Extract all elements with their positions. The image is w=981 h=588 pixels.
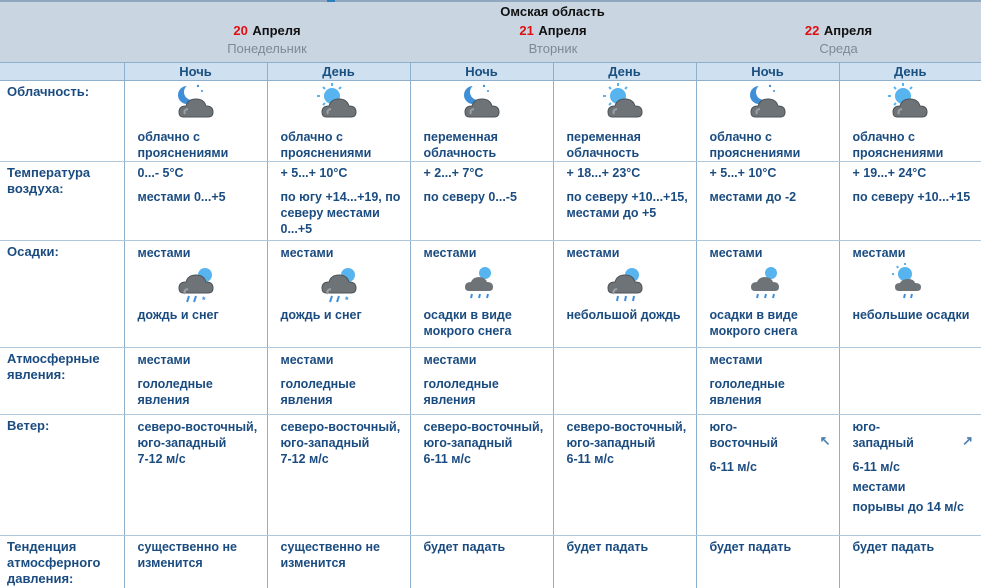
precip-cell: [124, 241, 267, 348]
phenom-scope: местами: [423, 353, 477, 367]
wind-speed: 6-11 м/с: [709, 460, 757, 474]
temp-range: + 2...+ 7°C: [423, 166, 484, 180]
cloud-text: облачно с прояснениями: [137, 130, 229, 160]
pressure-trend: будет падать: [709, 540, 792, 554]
month: Апреля: [538, 23, 587, 38]
weekday: Среда: [819, 41, 858, 56]
precip-text: небольшой дождь: [566, 308, 681, 322]
phenom-text: гололедные явления: [709, 377, 785, 407]
temp-range: + 19...+ 24°C: [852, 166, 927, 180]
phenom-scope: местами: [137, 353, 191, 367]
day-number: 22: [804, 23, 820, 38]
month: Апреля: [823, 23, 873, 38]
tod-night: Ночь: [410, 63, 553, 81]
pressure-cell: [696, 536, 839, 588]
phenom-text: гололедные явления: [137, 377, 213, 407]
precip-cell: [267, 241, 410, 348]
rain-cloud-icon: [598, 261, 652, 311]
temp-note: по северу 0...-5: [423, 190, 517, 204]
precip-text: дождь и снег: [137, 308, 219, 322]
pressure-trend: будет падать: [423, 540, 506, 554]
temp-cell: [696, 162, 839, 241]
temp-cell: [553, 162, 696, 241]
phenom-cell: [410, 348, 553, 415]
row-label-pressure: Тенденция атмосферного давления:: [0, 536, 124, 588]
wind-speed: 6-11 м/с: [566, 452, 614, 466]
row-label-temp: Температура воздуха:: [0, 162, 124, 241]
row-label-precip: Осадки:: [0, 241, 124, 348]
wind-direction: северо-восточный, юго-западный: [280, 420, 401, 450]
temp-range: + 5...+ 10°C: [709, 166, 777, 180]
sun-cloud-icon: [598, 81, 652, 131]
cloud-cell: [839, 81, 981, 162]
rain-snow-cloud-icon: [312, 261, 366, 311]
temp-range: 0...- 5°C: [137, 166, 184, 180]
row-label-phenom: Атмосферные явления:: [0, 348, 124, 415]
tod-day: День: [267, 63, 410, 81]
wind-arrow-icon: ↖: [819, 433, 831, 448]
pressure-cell: [267, 536, 410, 588]
date-header-2: [410, 19, 696, 63]
date-header-1: [124, 19, 410, 63]
temp-range: + 5...+ 10°C: [280, 166, 348, 180]
moon-cloud-icon: [455, 81, 509, 131]
pressure-trend: существенно не изменится: [280, 540, 380, 570]
temp-note: по югу +14...+19, по северу местами 0...+5: [280, 190, 401, 236]
temp-cell: [839, 162, 981, 241]
tod-day: День: [553, 63, 696, 81]
cloud-text: переменная облачность: [566, 130, 641, 160]
precip-scope: местами: [709, 246, 763, 260]
precip-text: дождь и снег: [280, 308, 362, 322]
moon-cloud-icon: [741, 81, 795, 131]
date-header-3: [696, 19, 981, 63]
moon-cloud-icon: [169, 81, 223, 131]
precip-cell: [410, 241, 553, 348]
wind-arrow-icon: ↗: [962, 433, 974, 448]
wind-speed: 7-12 м/с: [280, 452, 329, 466]
phenom-cell: [124, 348, 267, 415]
precip-scope: местами: [566, 246, 620, 260]
sun-cloud-icon: [883, 81, 937, 131]
sun-cloud-icon: [312, 81, 366, 131]
wind-direction: северо-восточный, юго-западный: [423, 420, 544, 450]
cloud-cell: [696, 81, 839, 162]
pressure-cell: [124, 536, 267, 588]
pressure-trend: будет падать: [566, 540, 649, 554]
sun-shower-icon: [883, 261, 937, 311]
pressure-cell: [553, 536, 696, 588]
precip-text: осадки в виде мокрого снега: [423, 308, 512, 338]
pressure-trend: будет падать: [852, 540, 935, 554]
temp-note: местами до -2: [709, 190, 797, 204]
precip-text: осадки в виде мокрого снега: [709, 308, 798, 338]
row-label-cloud: Облачность:: [0, 81, 124, 162]
region-title: Омская область: [124, 2, 981, 19]
wind-cell: [553, 415, 696, 536]
pressure-trend: существенно не изменится: [137, 540, 237, 570]
svg-text:*: *: [344, 295, 349, 305]
precip-cell: [553, 241, 696, 348]
tod-day: День: [839, 63, 981, 81]
wind-cell: [267, 415, 410, 536]
precip-cell: [839, 241, 981, 348]
temp-cell: [267, 162, 410, 241]
cloud-text: переменная облачность: [423, 130, 498, 160]
temp-range: + 18...+ 23°C: [566, 166, 641, 180]
phenom-cell: [267, 348, 410, 415]
phenom-scope: местами: [280, 353, 334, 367]
wind-cell: [410, 415, 553, 536]
cloud-text: облачно с прояснениями: [280, 130, 372, 160]
pressure-cell: [839, 536, 981, 588]
weekday: Понедельник: [227, 41, 307, 56]
phenom-cell: [553, 348, 696, 415]
forecast-table: [0, 2, 981, 588]
tod-night: Ночь: [696, 63, 839, 81]
phenom-scope: местами: [709, 353, 763, 367]
day-number: 21: [519, 23, 534, 38]
wind-direction: юго-западный: [852, 420, 914, 450]
cloud-cell: [553, 81, 696, 162]
temp-cell: [124, 162, 267, 241]
day-number: 20: [233, 23, 248, 38]
precip-text: небольшие осадки: [852, 308, 970, 322]
cloud-cell: [267, 81, 410, 162]
wind-direction: северо-восточный, юго-западный: [137, 420, 258, 450]
phenom-text: гололедные явления: [280, 377, 356, 407]
phenom-cell: [839, 348, 981, 415]
precip-cell: [696, 241, 839, 348]
precip-scope: местами: [852, 246, 906, 260]
phenom-text: гололедные явления: [423, 377, 499, 407]
precip-scope: местами: [280, 246, 334, 260]
pressure-cell: [410, 536, 553, 588]
wind-speed: 6-11 м/с: [423, 452, 471, 466]
phenom-cell: [696, 348, 839, 415]
cloud-text: облачно с прояснениями: [852, 130, 944, 160]
precip-scope: местами: [423, 246, 477, 260]
wind-cell: [124, 415, 267, 536]
cloud-cell: [124, 81, 267, 162]
sleet-icon: [741, 261, 795, 311]
temp-cell: [410, 162, 553, 241]
temp-note: местами 0...+5: [137, 190, 226, 204]
temp-note: по северу +10...+15: [852, 190, 971, 204]
temp-note: по северу +10...+15, местами до +5: [566, 190, 688, 220]
wind-direction: юго-восточный: [709, 420, 778, 450]
rain-snow-cloud-icon: [169, 261, 223, 311]
tod-night: Ночь: [124, 63, 267, 81]
wind-direction: северо-восточный, юго-западный: [566, 420, 687, 450]
wind-speed: 6-11 м/с: [852, 460, 900, 474]
wind-cell: [696, 415, 839, 536]
cloud-text: облачно с прояснениями: [709, 130, 801, 160]
row-label-wind: Ветер:: [0, 415, 124, 536]
cloud-cell: [410, 81, 553, 162]
wind-cell: [839, 415, 981, 536]
wind-gusts: порывы до 14 м/с: [852, 500, 964, 514]
weekday: Вторник: [528, 41, 578, 56]
month: Апреля: [252, 23, 301, 38]
sleet-icon: [455, 261, 509, 311]
wind-extra-scope: местами: [852, 480, 906, 494]
svg-text:*: *: [201, 295, 206, 305]
precip-scope: местами: [137, 246, 191, 260]
wind-speed: 7-12 м/с: [137, 452, 186, 466]
